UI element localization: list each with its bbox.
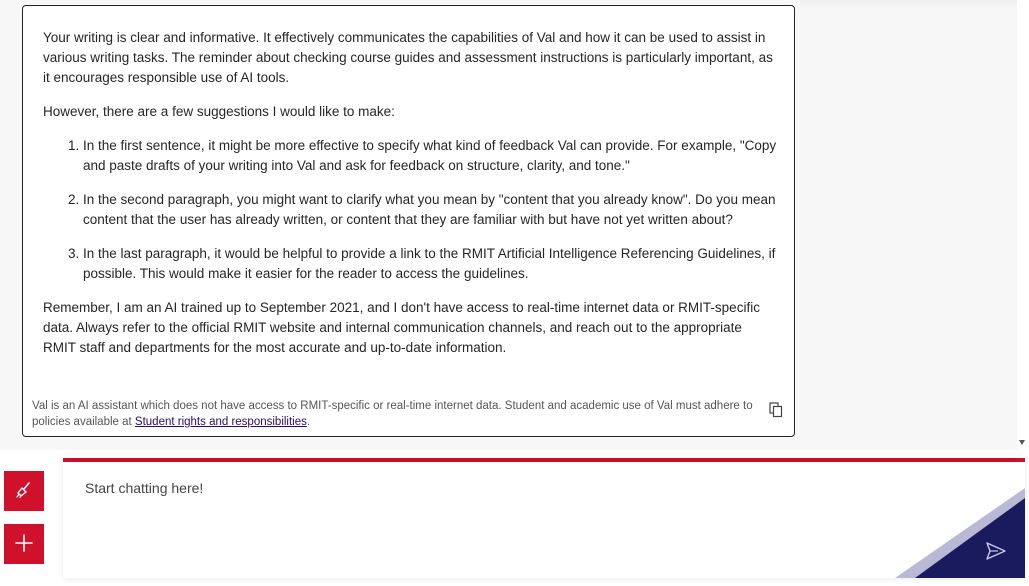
plus-icon (14, 533, 34, 556)
previous-message-edge (800, 0, 1017, 8)
chat-input-panel (63, 458, 1025, 578)
message-intro: Your writing is clear and informative. It effectively communicates the capabilities of Val and how it can be used to assist in various writing tasks. The reminder about checking course guides and assessment instructions is particularly important, as it encourages responsible use of AI tools. (43, 30, 773, 85)
message-body (43, 28, 778, 372)
send-icon (983, 552, 1009, 567)
chat-input[interactable] (83, 476, 867, 560)
disclaimer-text: Val is an AI assistant which does not have access to RMIT-specific or real-time internet data. Student and academic use of Val must adhere to policies available at (32, 400, 753, 428)
broom-icon (14, 480, 34, 503)
message-lead: However, there are a few suggestions I would like to make: (43, 104, 395, 119)
send-button[interactable] (983, 538, 1009, 564)
ai-disclaimer (32, 398, 767, 430)
scroll-down-arrow-icon[interactable] (1019, 440, 1025, 445)
message-closing: Remember, I am an AI trained up to September 2021, and I don't have access to real-time internet data or RMIT-specific data. Always refer to the official RMIT website and internal communication channels, and reach out to the appropriate RMIT staff and departments for the most accurate and up-to-date information. (43, 300, 760, 355)
chat-scrollbar[interactable] (1017, 0, 1029, 450)
suggestion-item: 3. In the last paragraph, it would be helpful to provide a link to the RMIT Artificial Intelligence Referencing Guidelines, if possible. This would make it easier for the reader to access the guidelines. (83, 244, 778, 284)
student-rights-link[interactable]: Student rights and responsibilities (134, 416, 307, 428)
disclaimer-suffix: . (306, 416, 311, 428)
copy-icon[interactable] (769, 402, 783, 418)
clear-chat-button[interactable] (4, 471, 44, 511)
new-chat-button[interactable] (4, 524, 44, 564)
suggestion-item: 1. In the first sentence, it might be more effective to specify what kind of feedback Val can provide. For example, "Copy and paste drafts of your writing into Val and ask for feedback on structure, clarity, and tone." (83, 136, 778, 176)
suggestion-list (43, 136, 778, 284)
assistant-message (22, 5, 795, 437)
scrollbar-thumb[interactable] (1020, 4, 1026, 429)
suggestion-item: 2. In the second paragraph, you might want to clarify what you mean by "content that you already know". Do you mean content that the user has already written, or content that they are familiar with but have not yet written about? (83, 190, 778, 230)
